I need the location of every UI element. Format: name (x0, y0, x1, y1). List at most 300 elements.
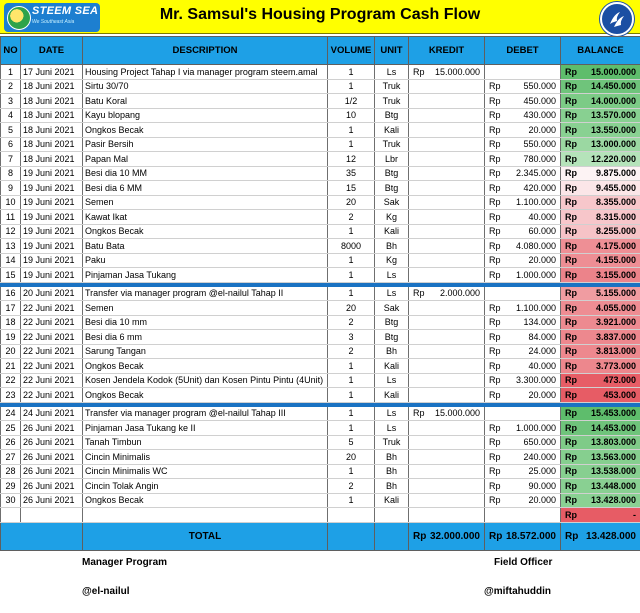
row-description: Ongkos Becak (83, 224, 328, 239)
row-number: 15 (1, 268, 21, 283)
row-number: 7 (1, 152, 21, 167)
row-description: Batu Koral (83, 94, 328, 109)
row-debet (485, 406, 561, 421)
row-description: Kosen Jendela Kodok (5Unit) dan Kosen Pintu Pintu (4Unit) (83, 373, 328, 388)
row-number: 30 (1, 493, 21, 508)
table-row (1, 330, 640, 345)
row-volume: 5 (328, 435, 375, 450)
row-unit: Bh (375, 239, 409, 254)
row-volume: 20 (328, 301, 375, 316)
row-number: 26 (1, 435, 21, 450)
table-row (1, 406, 640, 421)
row-unit: Ls (375, 406, 409, 421)
row-kredit (409, 253, 485, 268)
row-debet: Rp 2.345.000 (485, 166, 561, 181)
column-header: BALANCE (561, 37, 640, 65)
row-balance: Rp 5.155.000 (561, 286, 640, 301)
row-date: 26 Juni 2021 (21, 435, 83, 450)
row-description: Paku (83, 253, 328, 268)
table-row (1, 123, 640, 138)
row-unit: Truk (375, 94, 409, 109)
row-balance: Rp 9.455.000 (561, 181, 640, 196)
row-date: 19 Juni 2021 (21, 224, 83, 239)
row-volume: 1 (328, 79, 375, 94)
row-date: 18 Juni 2021 (21, 79, 83, 94)
total-kredit: Rp 32.000.000 (409, 522, 485, 550)
row-description: Transfer via manager program @el-nailul Tahap II (83, 286, 328, 301)
row-kredit (409, 224, 485, 239)
row-number: 1 (1, 65, 21, 80)
row-unit: Ls (375, 421, 409, 436)
row-debet: Rp 60.000 (485, 224, 561, 239)
row-debet: Rp 550.000 (485, 137, 561, 152)
row-kredit (409, 94, 485, 109)
table-row (1, 479, 640, 494)
row-volume: 1 (328, 421, 375, 436)
row-unit: Kali (375, 224, 409, 239)
table-row (1, 65, 640, 80)
row-number: 5 (1, 123, 21, 138)
row-unit: Ls (375, 268, 409, 283)
row-kredit (409, 210, 485, 225)
total-label: TOTAL (83, 522, 328, 550)
row-debet: Rp 1.100.000 (485, 195, 561, 210)
row-volume: 2 (328, 315, 375, 330)
row-unit: Bh (375, 479, 409, 494)
table-header-row (1, 37, 640, 65)
row-volume: 35 (328, 166, 375, 181)
table-row (1, 224, 640, 239)
row-balance: Rp 13.570.000 (561, 108, 640, 123)
table-row (1, 388, 640, 403)
column-header: DESCRIPTION (83, 37, 328, 65)
row-balance: Rp 12.220.000 (561, 152, 640, 167)
total-debet: Rp 18.572.000 (485, 522, 561, 550)
row-volume: 1 (328, 388, 375, 403)
row-kredit (409, 137, 485, 152)
row-description: Ongkos Becak (83, 123, 328, 138)
row-number: 2 (1, 79, 21, 94)
row-date: 22 Juni 2021 (21, 373, 83, 388)
table-row (1, 108, 640, 123)
row-debet: Rp 4.080.000 (485, 239, 561, 254)
table-row (1, 435, 640, 450)
row-date: 22 Juni 2021 (21, 359, 83, 374)
column-header: KREDIT (409, 37, 485, 65)
row-description: Ongkos Becak (83, 388, 328, 403)
row-balance: Rp 4.175.000 (561, 239, 640, 254)
row-unit: Bh (375, 450, 409, 465)
row-date: 19 Juni 2021 (21, 239, 83, 254)
row-debet: Rp 1.100.000 (485, 301, 561, 316)
row-unit: Sak (375, 195, 409, 210)
row-debet: Rp 3.300.000 (485, 373, 561, 388)
column-header: NO (1, 37, 21, 65)
row-kredit (409, 330, 485, 345)
row-date: 19 Juni 2021 (21, 268, 83, 283)
row-debet: Rp 650.000 (485, 435, 561, 450)
row-description: Besi dia 10 mm (83, 315, 328, 330)
row-description: Semen (83, 195, 328, 210)
column-header: DATE (21, 37, 83, 65)
row-description: Sirtu 30/70 (83, 79, 328, 94)
table-row (1, 166, 640, 181)
row-description: Kawat Ikat (83, 210, 328, 225)
row-debet: Rp 450.000 (485, 94, 561, 109)
row-number: 14 (1, 253, 21, 268)
row-debet: Rp 134.000 (485, 315, 561, 330)
row-debet: Rp 40.000 (485, 210, 561, 225)
row-description: Cincin Tolak Angin (83, 479, 328, 494)
row-unit: Bh (375, 464, 409, 479)
row-kredit (409, 181, 485, 196)
row-description: Batu Bata (83, 239, 328, 254)
row-unit: Lbr (375, 152, 409, 167)
row-number: 9 (1, 181, 21, 196)
table-row (1, 94, 640, 109)
table-row (1, 79, 640, 94)
row-debet (485, 286, 561, 301)
row-balance: Rp 473.000 (561, 373, 640, 388)
table-body (1, 65, 640, 523)
row-date: 22 Juni 2021 (21, 388, 83, 403)
row-volume: 1 (328, 373, 375, 388)
row-debet: Rp 20.000 (485, 253, 561, 268)
row-date (21, 508, 83, 523)
row-kredit (409, 421, 485, 436)
row-volume: 1 (328, 253, 375, 268)
globe-icon (7, 6, 31, 30)
row-debet: Rp 84.000 (485, 330, 561, 345)
row-description: Besi dia 6 MM (83, 181, 328, 196)
row-volume: 1 (328, 65, 375, 80)
table-row (1, 450, 640, 465)
row-balance: Rp 15.453.000 (561, 406, 640, 421)
row-debet: Rp 240.000 (485, 450, 561, 465)
row-description: Kayu blopang (83, 108, 328, 123)
row-balance: Rp 13.550.000 (561, 123, 640, 138)
row-debet: Rp 1.000.000 (485, 268, 561, 283)
row-unit: Kali (375, 493, 409, 508)
row-volume: 1 (328, 464, 375, 479)
row-debet: Rp 20.000 (485, 493, 561, 508)
row-number: 24 (1, 406, 21, 421)
row-kredit (409, 268, 485, 283)
row-kredit (409, 301, 485, 316)
row-number: 11 (1, 210, 21, 225)
table-row (1, 493, 640, 508)
page-title: Mr. Samsul's Housing Program Cash Flow (159, 6, 481, 23)
row-description: Pasir Bersih (83, 137, 328, 152)
row-kredit (409, 508, 485, 523)
logo-left-tagline: We Southeast Asia (32, 19, 75, 25)
row-number: 28 (1, 464, 21, 479)
row-date: 19 Juni 2021 (21, 210, 83, 225)
table-row (1, 195, 640, 210)
row-balance: Rp 13.563.000 (561, 450, 640, 465)
row-kredit (409, 373, 485, 388)
row-date: 19 Juni 2021 (21, 181, 83, 196)
row-date: 18 Juni 2021 (21, 123, 83, 138)
row-volume: 10 (328, 108, 375, 123)
row-date: 18 Juni 2021 (21, 94, 83, 109)
row-kredit (409, 464, 485, 479)
row-volume: 15 (328, 181, 375, 196)
row-description: Ongkos Becak (83, 359, 328, 374)
table-row (1, 301, 640, 316)
row-description: Pinjaman Jasa Tukang ke II (83, 421, 328, 436)
total-row (1, 522, 640, 550)
table-row (1, 373, 640, 388)
row-debet: Rp 1.000.000 (485, 421, 561, 436)
row-volume: 1 (328, 137, 375, 152)
row-date: 26 Juni 2021 (21, 421, 83, 436)
row-debet: Rp 20.000 (485, 123, 561, 138)
row-balance: Rp 3.773.000 (561, 359, 640, 374)
row-number: 20 (1, 344, 21, 359)
row-description: Besi dia 6 mm (83, 330, 328, 345)
row-volume: 1 (328, 406, 375, 421)
row-kredit (409, 239, 485, 254)
row-kredit (409, 450, 485, 465)
column-header: DEBET (485, 37, 561, 65)
row-balance: Rp 9.875.000 (561, 166, 640, 181)
row-kredit (409, 108, 485, 123)
row-debet (485, 508, 561, 523)
row-kredit: Rp 15.000.000 (409, 65, 485, 80)
row-debet: Rp 90.000 (485, 479, 561, 494)
row-number: 8 (1, 166, 21, 181)
row-unit: Truk (375, 79, 409, 94)
officer-name: @miftahuddin (484, 586, 551, 597)
row-number: 16 (1, 286, 21, 301)
row-unit: Btg (375, 330, 409, 345)
row-unit: Kg (375, 253, 409, 268)
row-debet: Rp 25.000 (485, 464, 561, 479)
row-debet: Rp 20.000 (485, 388, 561, 403)
manager-role: Manager Program (82, 557, 168, 568)
steem-sea-logo (4, 3, 100, 32)
row-number: 13 (1, 239, 21, 254)
row-balance: Rp 8.255.000 (561, 224, 640, 239)
officer-role: Field Officer (494, 557, 553, 568)
table-row (1, 181, 640, 196)
row-description: Pinjaman Jasa Tukang (83, 268, 328, 283)
row-unit: Kali (375, 359, 409, 374)
row-description (83, 508, 328, 523)
row-number: 27 (1, 450, 21, 465)
row-date: 22 Juni 2021 (21, 330, 83, 345)
manager-name: @el-nailul (82, 586, 130, 597)
row-unit (375, 508, 409, 523)
table-row (1, 286, 640, 301)
row-kredit (409, 479, 485, 494)
table-row (1, 137, 640, 152)
row-description: Tanah Timbun (83, 435, 328, 450)
row-balance: Rp 14.453.000 (561, 421, 640, 436)
row-volume: 20 (328, 195, 375, 210)
row-number: 17 (1, 301, 21, 316)
row-volume: 1 (328, 493, 375, 508)
row-balance: Rp 8.355.000 (561, 195, 640, 210)
row-kredit (409, 344, 485, 359)
row-number: 4 (1, 108, 21, 123)
row-number: 29 (1, 479, 21, 494)
row-unit: Truk (375, 137, 409, 152)
row-unit: Kg (375, 210, 409, 225)
row-kredit (409, 493, 485, 508)
row-balance: Rp 4.055.000 (561, 301, 640, 316)
row-volume: 3 (328, 330, 375, 345)
row-number: 21 (1, 359, 21, 374)
row-unit: Btg (375, 166, 409, 181)
row-description: Cincin Minimalis WC (83, 464, 328, 479)
row-volume: 8000 (328, 239, 375, 254)
row-kredit (409, 166, 485, 181)
row-debet: Rp 40.000 (485, 359, 561, 374)
row-volume: 1 (328, 224, 375, 239)
row-description: Transfer via manager program @el-nailul Tahap III (83, 406, 328, 421)
row-description: Papan Mal (83, 152, 328, 167)
row-unit: Bh (375, 344, 409, 359)
row-kredit (409, 79, 485, 94)
row-date: 18 Juni 2021 (21, 137, 83, 152)
row-kredit (409, 195, 485, 210)
row-unit: Ls (375, 286, 409, 301)
row-date: 19 Juni 2021 (21, 253, 83, 268)
row-date: 22 Juni 2021 (21, 344, 83, 359)
row-volume: 1 (328, 359, 375, 374)
row-kredit: Rp 15.000.000 (409, 406, 485, 421)
row-volume: 1 (328, 286, 375, 301)
row-volume: 2 (328, 344, 375, 359)
row-date: 19 Juni 2021 (21, 195, 83, 210)
column-header: VOLUME (328, 37, 375, 65)
row-balance: Rp 13.803.000 (561, 435, 640, 450)
row-balance: Rp 3.813.000 (561, 344, 640, 359)
row-date: 24 Juni 2021 (21, 406, 83, 421)
row-number: 6 (1, 137, 21, 152)
row-balance: Rp 13.428.000 (561, 493, 640, 508)
total-balance: Rp 13.428.000 (561, 522, 640, 550)
row-description: Sarung Tangan (83, 344, 328, 359)
row-balance: Rp 13.538.000 (561, 464, 640, 479)
row-number: 18 (1, 315, 21, 330)
row-date: 18 Juni 2021 (21, 108, 83, 123)
table-row (1, 464, 640, 479)
table-row (1, 344, 640, 359)
row-description: Housing Project Tahap I via manager program steem.amal (83, 65, 328, 80)
row-debet: Rp 430.000 (485, 108, 561, 123)
row-description: Semen (83, 301, 328, 316)
row-kredit: Rp 2.000.000 (409, 286, 485, 301)
row-number: 3 (1, 94, 21, 109)
row-balance: Rp 3.837.000 (561, 330, 640, 345)
row-balance: Rp 14.450.000 (561, 79, 640, 94)
row-volume: 1 (328, 268, 375, 283)
table-row (1, 359, 640, 374)
row-date: 26 Juni 2021 (21, 450, 83, 465)
row-number (1, 508, 21, 523)
row-balance: Rp 3.921.000 (561, 315, 640, 330)
row-kredit (409, 123, 485, 138)
row-number: 19 (1, 330, 21, 345)
row-balance: Rp 4.155.000 (561, 253, 640, 268)
row-description: Besi dia 10 MM (83, 166, 328, 181)
row-date: 18 Juni 2021 (21, 152, 83, 167)
row-number: 12 (1, 224, 21, 239)
row-date: 26 Juni 2021 (21, 479, 83, 494)
row-balance: Rp 453.000 (561, 388, 640, 403)
row-debet: Rp 24.000 (485, 344, 561, 359)
row-date: 17 Juni 2021 (21, 65, 83, 80)
title-bar (0, 0, 640, 34)
row-unit: Ls (375, 65, 409, 80)
row-number: 25 (1, 421, 21, 436)
row-unit: Ls (375, 373, 409, 388)
row-description: Cincin Minimalis (83, 450, 328, 465)
row-balance: Rp 15.000.000 (561, 65, 640, 80)
row-volume: 20 (328, 450, 375, 465)
row-kredit (409, 359, 485, 374)
row-debet: Rp 420.000 (485, 181, 561, 196)
row-number: 23 (1, 388, 21, 403)
row-volume: 1/2 (328, 94, 375, 109)
row-volume: 1 (328, 123, 375, 138)
row-date: 26 Juni 2021 (21, 464, 83, 479)
row-unit: Btg (375, 315, 409, 330)
row-kredit (409, 152, 485, 167)
row-date: 22 Juni 2021 (21, 301, 83, 316)
table-row (1, 268, 640, 283)
row-kredit (409, 315, 485, 330)
row-balance: Rp 14.000.000 (561, 94, 640, 109)
row-kredit (409, 388, 485, 403)
row-date: 22 Juni 2021 (21, 315, 83, 330)
table-row (1, 239, 640, 254)
row-description: Ongkos Becak (83, 493, 328, 508)
logo-left-text: STEEM SEA (32, 5, 99, 17)
row-unit: Btg (375, 181, 409, 196)
cash-flow-table (0, 36, 640, 551)
row-balance: Rp - (561, 508, 640, 523)
row-unit: Btg (375, 108, 409, 123)
row-balance: Rp 8.315.000 (561, 210, 640, 225)
row-balance: Rp 3.155.000 (561, 268, 640, 283)
row-date: 26 Juni 2021 (21, 493, 83, 508)
row-unit: Kali (375, 123, 409, 138)
row-unit: Truk (375, 435, 409, 450)
column-header: UNIT (375, 37, 409, 65)
row-volume: 2 (328, 479, 375, 494)
table-row (1, 508, 640, 523)
row-number: 10 (1, 195, 21, 210)
row-balance: Rp 13.000.000 (561, 137, 640, 152)
row-volume: 12 (328, 152, 375, 167)
row-date: 19 Juni 2021 (21, 166, 83, 181)
table-row (1, 152, 640, 167)
row-volume (328, 508, 375, 523)
row-debet: Rp 780.000 (485, 152, 561, 167)
row-unit: Sak (375, 301, 409, 316)
row-debet: Rp 550.000 (485, 79, 561, 94)
row-volume: 2 (328, 210, 375, 225)
table-row (1, 421, 640, 436)
table-row (1, 210, 640, 225)
steem-logo-icon (600, 2, 634, 36)
row-debet (485, 65, 561, 80)
row-number: 22 (1, 373, 21, 388)
